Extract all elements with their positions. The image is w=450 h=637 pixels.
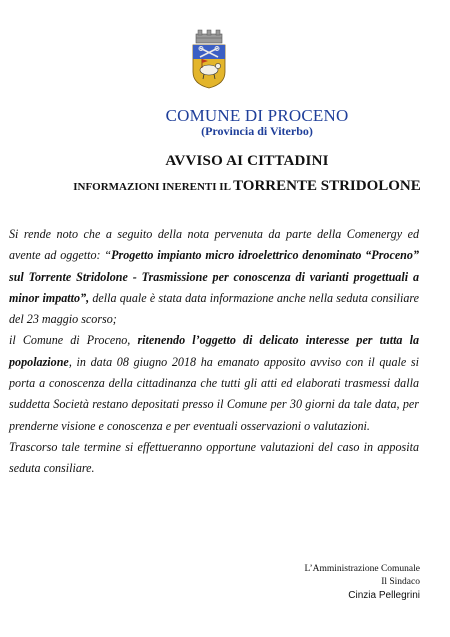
subject-main: TORRENTE STRIDOLONE [233,178,421,194]
p2-text-a: il Comune di Proceno, [9,333,138,348]
notice-body [9,224,419,480]
p1-bold: Progetto impianto micro idroelettrico denominato “Proceno” sul Torrente Stridolone - Trasmissione per conoscenza di varianti progettuali a minor impatto”, [9,248,420,305]
subject-prefix: INFORMAZIONI INERENTI IL [73,181,231,193]
body-paragraph-1 [9,224,419,330]
notice-title: AVVISO AI CITTADINI [165,153,329,169]
commune-title: COMUNE DI PROCENO [165,106,349,125]
signature-line-1: L’Amministrazione Comunale [304,564,420,574]
municipal-crest-icon [189,28,229,90]
signature-line-2: Il Sindaco [381,576,420,587]
p2-bold: ritenendo l’oggetto di delicato interesse per tutta la popolazione [9,333,420,369]
p1-text-a: Si rende noto che a seguito della nota pervenuta da parte della Comenergy ed avente ad oggetto: “ [9,227,419,263]
body-paragraph-3: Trascorso tale termine si effettueranno opportune valutazioni del caso in apposita seduta consiliare. [9,439,419,476]
p1-text-c: della quale è stata data informazione anche nella seduta consiliare del 23 maggio scorso; [9,290,420,327]
p2-text-c: , in data 08 giugno 2018 ha emanato apposito avviso con il quale si porta a conoscenza della cittadinanza che tutti gli atti ed elaborati trasmessi dalla suddetta Società restano depositati presso il Comune per 30 giorni da tale data, per prenderne visione e conoscenza e per eventuali osservazioni o valutazioni. [9,354,419,433]
province-subtitle: (Provincia di Viterbo) [201,124,313,138]
body-paragraph-2 [9,330,419,436]
signature-block [305,563,420,603]
notice-subject [22,178,450,195]
signature-name: Cinzia Pellegrini [348,590,420,601]
